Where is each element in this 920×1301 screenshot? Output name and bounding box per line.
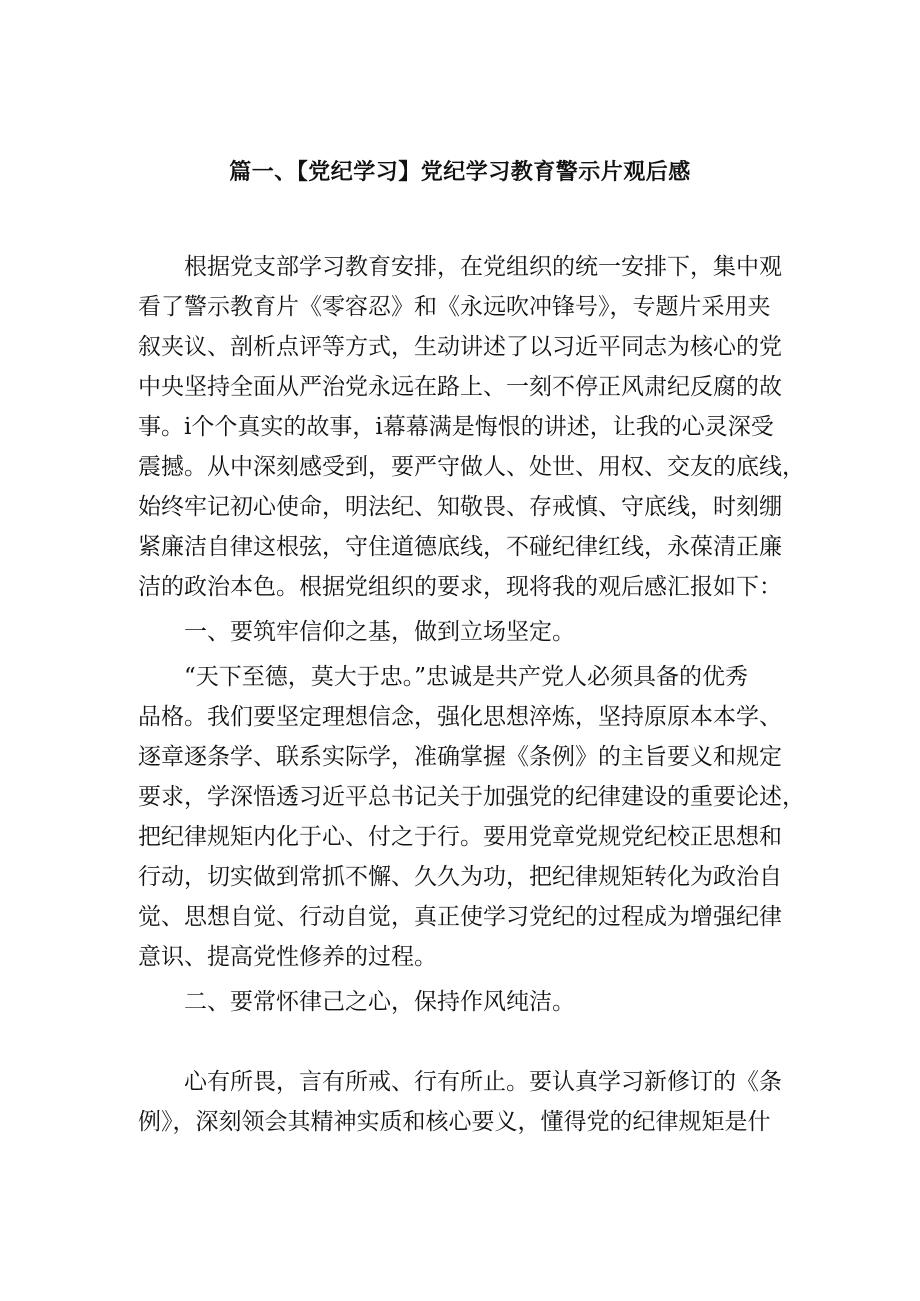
section-heading: 二、要常怀律己之心，保持作风纯洁。	[138, 989, 575, 1015]
text-line: 觉、思想自觉、行动自觉，真正使学习党纪的过程成为增强纪律	[138, 904, 782, 930]
text-line: 事。i个个真实的故事，i幕幕满是悔恨的讲述，让我的心灵深受	[138, 414, 774, 440]
text-line: 品格。我们要坚定理想信念，强化思想淬炼，坚持原原本本学、	[138, 704, 782, 730]
text-line: 根据党支部学习教育安排，在党组织的统一安排下，集中观	[138, 254, 782, 280]
text-line: 始终牢记初心使命，明法纪、知敬畏、存戒慎、守底线，时刻绷	[138, 494, 782, 520]
text-line: 把纪律规矩内化于心、付之于行。要用党章党规党纪校正思想和	[138, 824, 782, 850]
text-line: 例》，深刻领会其精神实质和核心要义，懂得党的纪律规矩是什	[138, 1109, 771, 1135]
text-line: 行动，切实做到常抓不懈、久久为功，把纪律规矩转化为政治自	[138, 864, 782, 890]
text-line: “天下至德，莫大于忠。”忠诚是共产党人必须具备的优秀	[138, 664, 749, 690]
text-line: 震撼。从中深刻感受到，要严守做人、处世、用权、交友的底线，	[138, 454, 805, 480]
document-title: 篇一、【党纪学习】党纪学习教育警示片观后感	[229, 159, 691, 185]
text-line: 洁的政治本色。根据党组织的要求，现将我的观后感汇报如下：	[138, 574, 782, 600]
text-line: 紧廉洁自律这根弦，守住道德底线，不碰纪律红线，永葆清正廉	[138, 534, 782, 560]
text-line: 心有所畏，言有所戒、行有所止。要认真学习新修订的《条	[138, 1069, 782, 1095]
text-line: 叙夹议、剖析点评等方式，生动讲述了以习近平同志为核心的党	[138, 334, 782, 360]
text-line: 看了警示教育片《零容忍》和《永远吹冲锋号》，专题片采用夹	[138, 294, 771, 320]
text-line: 要求，学深悟透习近平总书记关于加强党的纪律建设的重要论述，	[138, 784, 805, 810]
text-line: 意识、提高党性修养的过程。	[138, 944, 437, 970]
section-heading: 一、要筑牢信仰之基，做到立场坚定。	[138, 619, 575, 645]
text-line: 逐章逐条学、联系实际学，准确掌握《条例》的主旨要义和规定	[138, 744, 782, 770]
text-line: 中央坚持全面从严治党永远在路上、一刻不停正风肃纪反腐的故	[138, 374, 782, 400]
